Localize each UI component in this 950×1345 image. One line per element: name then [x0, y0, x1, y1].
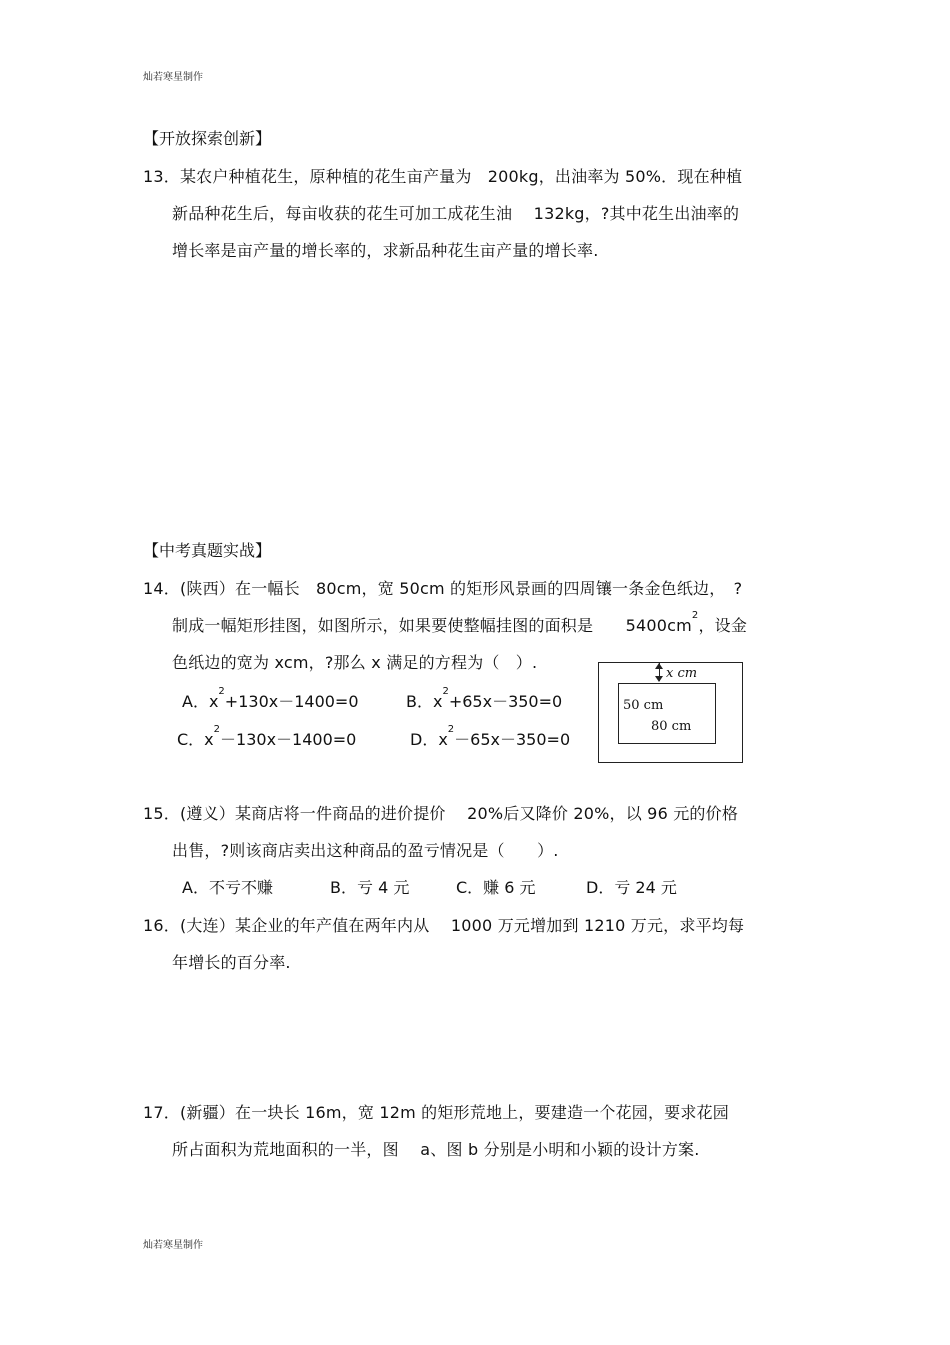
page-header: 灿若寒星制作 — [143, 72, 203, 83]
q15-option-b[interactable]: B．亏 4 元 — [330, 878, 410, 897]
q16-line-1: 16．(大连）某企业的年产值在两年内从 1000 万元增加到 1210 万元，求平均每 — [143, 916, 745, 935]
width-label: 80 cm — [651, 719, 692, 734]
arrow-up-head — [655, 663, 663, 669]
arrow-down-head — [655, 676, 663, 682]
q14-option-b-pre: B．x — [406, 692, 443, 711]
height-label: 50 cm — [623, 698, 664, 713]
section-title-open-exploration: 【开放探索创新】 — [143, 129, 272, 148]
q14-option-b[interactable] — [406, 686, 563, 712]
q15-line-1: 15．(遵义）某商店将一件商品的进价提价 20%后又降价 20%，以 96 元的价格 — [143, 804, 739, 823]
q14-option-b-sup: 2 — [442, 686, 449, 697]
q14-frame-diagram — [598, 662, 743, 763]
q17-line-2: 所占面积为荒地面积的一半，图 a、图 b 分别是小明和小颖的设计方案. — [172, 1140, 700, 1159]
q13-line-3: 增长率是亩产量的增长率的，求新品种花生亩产量的增长率. — [172, 241, 599, 260]
q16-line-2: 年增长的百分率. — [172, 953, 291, 972]
q14-option-c[interactable] — [177, 724, 357, 750]
section-title-exam-practice: 【中考真题实战】 — [143, 541, 272, 560]
q13-line-1: 13．某农户种植花生，原种植的花生亩产量为 200kg，出油率为 50%．现在种植 — [143, 167, 743, 186]
x-cm-label: x cm — [666, 666, 698, 681]
q14-option-a-pre: A．x — [182, 692, 219, 711]
q14-option-a-post: +130x－1400=0 — [224, 692, 359, 711]
q14-option-d-pre: D．x — [410, 730, 448, 749]
q14-option-d-sup: 2 — [447, 724, 455, 735]
q15-line-2: 出售，?则该商店卖出这种商品的盈亏情况是（ ）. — [172, 841, 559, 860]
q14-line-2-text: 制成一幅矩形挂图，如图所示，如果要使整幅挂图的面积是 5400cm — [172, 616, 692, 635]
q14-option-d[interactable] — [410, 724, 571, 750]
q17-line-1: 17．(新疆）在一块长 16m，宽 12m 的矩形荒地上，要建造一个花园，要求花园 — [143, 1103, 729, 1122]
q14-line-3: 色纸边的宽为 xcm，?那么 x 满足的方程为（ ）. — [172, 653, 538, 672]
q14-option-a[interactable] — [182, 686, 359, 712]
q14-option-c-pre: C．x — [177, 730, 214, 749]
q14-option-c-sup: 2 — [213, 724, 221, 735]
q13-line-2: 新品种花生后，每亩收获的花生可加工成花生油 132kg，?其中花生出油率的 — [172, 204, 740, 223]
q14-line-2-tail: ，设金 — [698, 616, 748, 635]
q14-option-a-sup: 2 — [218, 686, 225, 697]
q15-option-a[interactable]: A．不亏不赚 — [182, 878, 273, 897]
q15-option-d[interactable]: D．亏 24 元 — [586, 878, 677, 897]
q14-option-c-post: －130x－1400=0 — [220, 730, 357, 749]
q14-line-1: 14．(陕西）在一幅长 80cm，宽 50cm 的矩形风景画的四周镶一条金色纸边， ? — [143, 579, 743, 598]
q14-line-2-superscript: 2 — [691, 610, 699, 621]
q14-option-d-post: －65x－350=0 — [454, 730, 571, 749]
q14-line-2 — [172, 610, 748, 636]
inner-painting-rect — [618, 683, 716, 744]
page-footer: 灿若寒星制作 — [143, 1240, 203, 1251]
q15-option-c[interactable]: C．赚 6 元 — [456, 878, 536, 897]
q14-option-b-post: +65x－350=0 — [448, 692, 563, 711]
